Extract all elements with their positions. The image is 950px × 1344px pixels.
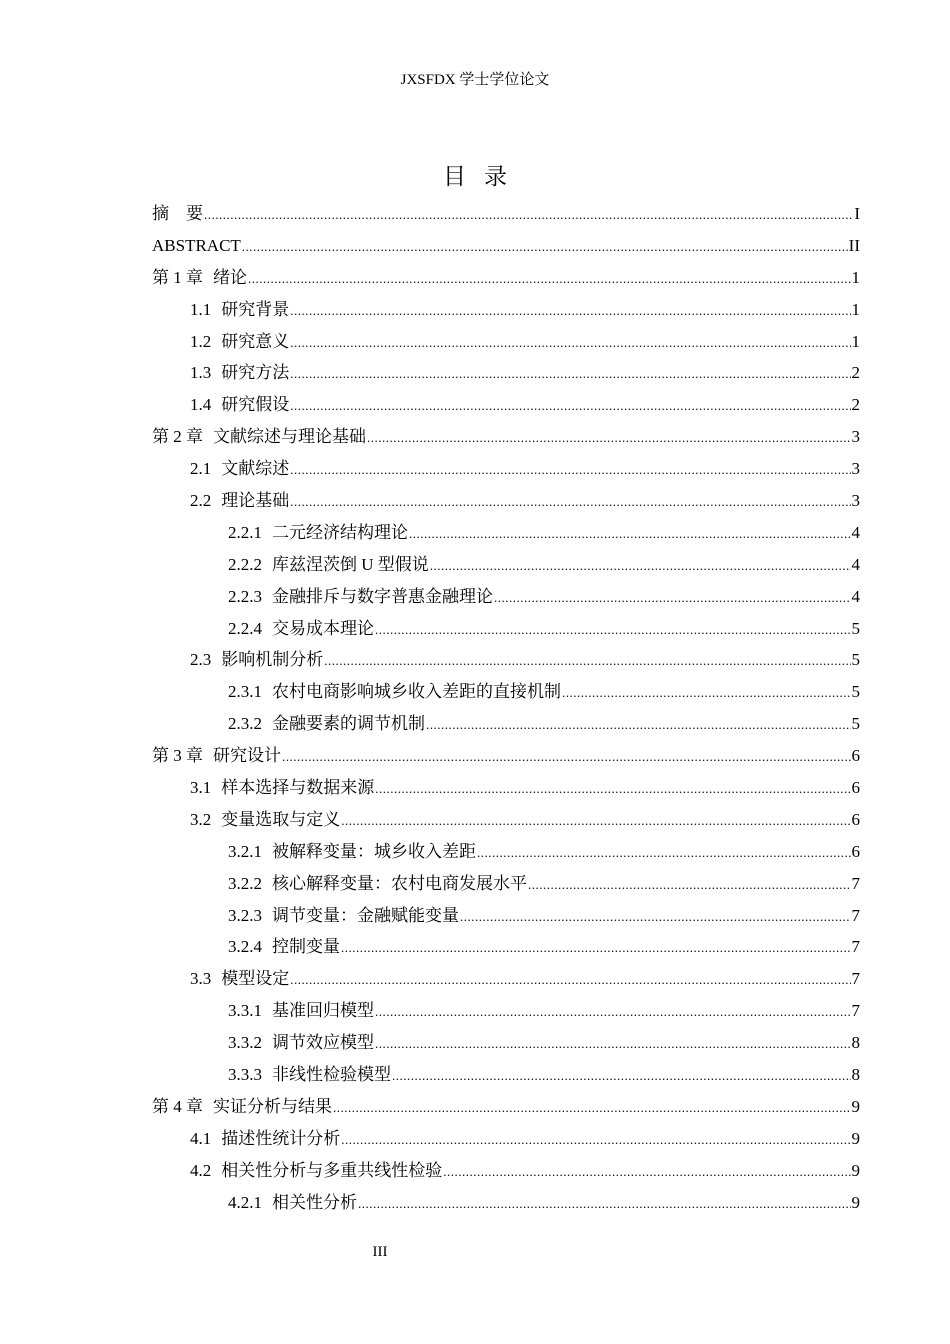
toc-dot-leader — [341, 805, 850, 837]
toc-dot-leader — [477, 837, 851, 869]
toc-entry[interactable] — [152, 963, 860, 995]
toc-dot-leader — [204, 199, 853, 231]
toc-entry-title: 变量选取与定义 — [221, 809, 341, 829]
toc-title: 目录 — [443, 164, 525, 189]
toc-entry-number: 2.3.2 — [228, 714, 262, 734]
toc-entry-title: 非线性检验模型 — [272, 1065, 391, 1085]
toc-dot-leader — [333, 1092, 851, 1124]
toc-entry-page: 6 — [851, 778, 860, 798]
toc-entry-title: 调节效应模型 — [272, 1033, 374, 1053]
toc-entry-title: 核心解释变量：农村电商发展水平 — [272, 873, 527, 893]
toc-entry-number: 4.1 — [190, 1128, 212, 1148]
toc-entry[interactable] — [152, 900, 860, 932]
toc-entry-title: 金融要素的调节机制 — [272, 714, 425, 734]
toc-entry-number: 2.3 — [190, 650, 212, 670]
toc-entry-number: 2.2.1 — [228, 522, 262, 542]
toc-dot-leader — [375, 1028, 851, 1060]
toc-entry-title: ABSTRACT — [152, 235, 241, 255]
page-header: JXSFDX 学士学位论文 — [400, 72, 550, 88]
toc-entry[interactable] — [152, 836, 860, 868]
toc-entry-number: 2.2.3 — [228, 586, 262, 606]
toc-dot-leader — [494, 582, 851, 614]
toc-entry[interactable] — [152, 740, 860, 772]
toc-dot-leader — [367, 422, 851, 454]
toc-entry-page: 6 — [851, 841, 860, 861]
toc-entry-title: 研究设计 — [213, 746, 281, 766]
toc-entry-page: 9 — [851, 1128, 860, 1148]
toc-dot-leader — [248, 263, 851, 295]
toc-entry-page: 5 — [851, 618, 860, 638]
toc-entry[interactable] — [152, 294, 860, 326]
toc-dot-leader — [460, 901, 851, 933]
toc-dot-leader — [426, 709, 851, 741]
toc-entry[interactable] — [152, 230, 860, 262]
toc-entry-page: II — [848, 235, 860, 255]
toc-entry[interactable] — [152, 1155, 860, 1187]
toc-entry-number: 3.2.1 — [228, 841, 262, 861]
toc-entry-page: 7 — [851, 873, 860, 893]
toc-entry-title: 影响机制分析 — [221, 650, 324, 670]
toc-entry-title: 基准回归模型 — [272, 1001, 374, 1021]
toc-entry-title: 库兹涅茨倒 U 型假说 — [272, 554, 429, 574]
toc-entry-number: 3.2.2 — [228, 873, 262, 893]
toc-entry-page: 9 — [851, 1192, 860, 1212]
toc-entry-title: 文献综述 — [221, 459, 290, 479]
toc-entry[interactable] — [152, 421, 860, 453]
toc-entry-number: 1.4 — [190, 395, 212, 415]
toc-entry-number: 2.2.4 — [228, 618, 262, 638]
toc-entry[interactable] — [152, 1091, 860, 1123]
toc-entry-page: 9 — [851, 1160, 860, 1180]
toc-entry[interactable] — [152, 357, 860, 389]
toc-entry-page: 6 — [851, 746, 860, 766]
toc-entry-number: 第 1 章 — [152, 267, 203, 287]
toc-entry-page: 7 — [851, 937, 860, 957]
toc-dot-leader — [290, 964, 850, 996]
toc-dot-leader — [290, 486, 850, 518]
toc-dot-leader — [358, 1188, 851, 1220]
toc-entry-number: 2.2 — [190, 491, 212, 511]
toc-entry-number: 1.1 — [190, 299, 212, 319]
toc-dot-leader — [290, 390, 850, 422]
toc-entry[interactable] — [152, 198, 860, 230]
toc-entry-title: 农村电商影响城乡收入差距的直接机制 — [272, 682, 561, 702]
toc-entry[interactable] — [152, 485, 860, 517]
toc-dot-leader — [392, 1060, 851, 1092]
toc-dot-leader — [375, 614, 851, 646]
toc-dot-leader — [341, 1124, 850, 1156]
toc-entry-title: 二元经济结构理论 — [272, 522, 408, 542]
toc-entry-number: 3.3.3 — [228, 1065, 262, 1085]
toc-dot-leader — [528, 869, 851, 901]
toc-entry-page: 7 — [851, 1001, 860, 1021]
toc-entry[interactable] — [152, 804, 860, 836]
toc-entry-number: 3.2.3 — [228, 905, 262, 925]
toc-entry-number: 第 3 章 — [152, 746, 203, 766]
toc-entry-title: 相关性分析 — [272, 1192, 357, 1212]
toc-entry[interactable] — [152, 549, 860, 581]
toc-entry-number: 1.2 — [190, 331, 212, 351]
toc-dot-leader — [341, 932, 851, 964]
toc-entry-number: 2.3.1 — [228, 682, 262, 702]
toc-entry-page: 1 — [851, 331, 860, 351]
toc-entry-number: 第 4 章 — [152, 1096, 203, 1116]
toc-entry-number: 2.2.2 — [228, 554, 262, 574]
toc-dot-leader — [409, 518, 851, 550]
toc-dot-leader — [375, 996, 851, 1028]
toc-entry-title: 相关性分析与多重共线性检验 — [221, 1160, 443, 1180]
toc-entry-number: 3.3.2 — [228, 1033, 262, 1053]
toc-dot-leader — [290, 327, 850, 359]
toc-entry-title: 研究背景 — [221, 299, 290, 319]
toc-dot-leader — [242, 231, 848, 263]
toc-entry[interactable] — [152, 262, 860, 294]
toc-entry-title: 调节变量：金融赋能变量 — [272, 905, 459, 925]
toc-entry-number: 3.3 — [190, 969, 212, 989]
toc-entry-page: 4 — [851, 522, 860, 542]
toc-entry-page: 1 — [851, 267, 860, 287]
toc-entry-title: 控制变量 — [272, 937, 340, 957]
toc-entry-page: 3 — [851, 459, 860, 479]
toc-dot-leader — [443, 1156, 850, 1188]
toc-entry-title: 文献综述与理论基础 — [213, 427, 366, 447]
toc-entry-page: 4 — [851, 586, 860, 606]
toc-entry[interactable] — [152, 676, 860, 708]
toc-entry-title: 理论基础 — [221, 491, 290, 511]
toc-entry-title: 被解释变量：城乡收入差距 — [272, 841, 476, 861]
toc-entry-page: 7 — [851, 905, 860, 925]
toc-entry-title: 样本选择与数据来源 — [221, 778, 375, 798]
toc-entry-page: 5 — [851, 682, 860, 702]
toc-entry[interactable] — [152, 389, 860, 421]
toc-entry-title: 描述性统计分析 — [221, 1128, 341, 1148]
toc-dot-leader — [290, 295, 850, 327]
toc-entry-title: 绪论 — [213, 267, 247, 287]
toc-entry-title: 研究假设 — [221, 395, 290, 415]
toc-entry-title: 金融排斥与数字普惠金融理论 — [272, 586, 493, 606]
toc-entry-page: 4 — [851, 554, 860, 574]
toc-entry-title: 摘 要 — [152, 204, 203, 223]
toc-entry[interactable] — [152, 581, 860, 613]
toc-entry-number: 4.2 — [190, 1160, 212, 1180]
toc-entry[interactable] — [152, 1123, 860, 1155]
toc-entry-number: 3.3.1 — [228, 1001, 262, 1021]
toc-entry-number: 3.2.4 — [228, 937, 262, 957]
toc-entry-number: 1.3 — [190, 363, 212, 383]
toc-entry-page: 2 — [851, 395, 860, 415]
toc-entry[interactable] — [152, 868, 860, 900]
toc-entry-title: 研究意义 — [221, 331, 290, 351]
toc-entry-number: 3.1 — [190, 778, 212, 798]
toc-dot-leader — [282, 741, 851, 773]
toc-entry-title: 研究方法 — [221, 363, 290, 383]
toc-entry-number: 2.1 — [190, 459, 212, 479]
toc-entry[interactable] — [152, 931, 860, 963]
toc-entry-page: 2 — [851, 363, 860, 383]
toc-entry-page: 8 — [851, 1033, 860, 1053]
toc-entry[interactable] — [152, 644, 860, 676]
table-of-contents — [152, 198, 860, 1219]
toc-entry-page: 5 — [851, 650, 860, 670]
toc-entry-page: 1 — [851, 299, 860, 319]
toc-dot-leader — [290, 358, 850, 390]
toc-entry-page: 3 — [851, 491, 860, 511]
toc-entry-title: 交易成本理论 — [272, 618, 374, 638]
page-number: III — [372, 1244, 388, 1260]
toc-entry[interactable] — [152, 772, 860, 804]
toc-entry-title: 模型设定 — [221, 969, 290, 989]
toc-entry-title: 实证分析与结果 — [213, 1096, 332, 1116]
toc-dot-leader — [562, 677, 851, 709]
toc-entry-number: 第 2 章 — [152, 427, 203, 447]
toc-entry[interactable] — [152, 1027, 860, 1059]
toc-entry[interactable] — [152, 517, 860, 549]
toc-entry[interactable] — [152, 708, 860, 740]
toc-entry-number: 3.2 — [190, 809, 212, 829]
toc-dot-leader — [375, 773, 850, 805]
toc-entry-page: 5 — [851, 714, 860, 734]
toc-entry-number: 4.2.1 — [228, 1192, 262, 1212]
toc-entry[interactable] — [152, 1187, 860, 1219]
toc-entry[interactable] — [152, 453, 860, 485]
toc-entry[interactable] — [152, 613, 860, 645]
toc-dot-leader — [430, 550, 851, 582]
toc-entry-page: 6 — [851, 809, 860, 829]
toc-entry-page: I — [854, 204, 860, 223]
toc-entry-page: 7 — [851, 969, 860, 989]
toc-entry-page: 3 — [851, 427, 860, 447]
toc-dot-leader — [290, 454, 850, 486]
toc-entry[interactable] — [152, 995, 860, 1027]
toc-dot-leader — [324, 645, 850, 677]
toc-entry[interactable] — [152, 1059, 860, 1091]
toc-entry[interactable] — [152, 326, 860, 358]
toc-entry-page: 8 — [851, 1065, 860, 1085]
toc-entry-page: 9 — [851, 1096, 860, 1116]
